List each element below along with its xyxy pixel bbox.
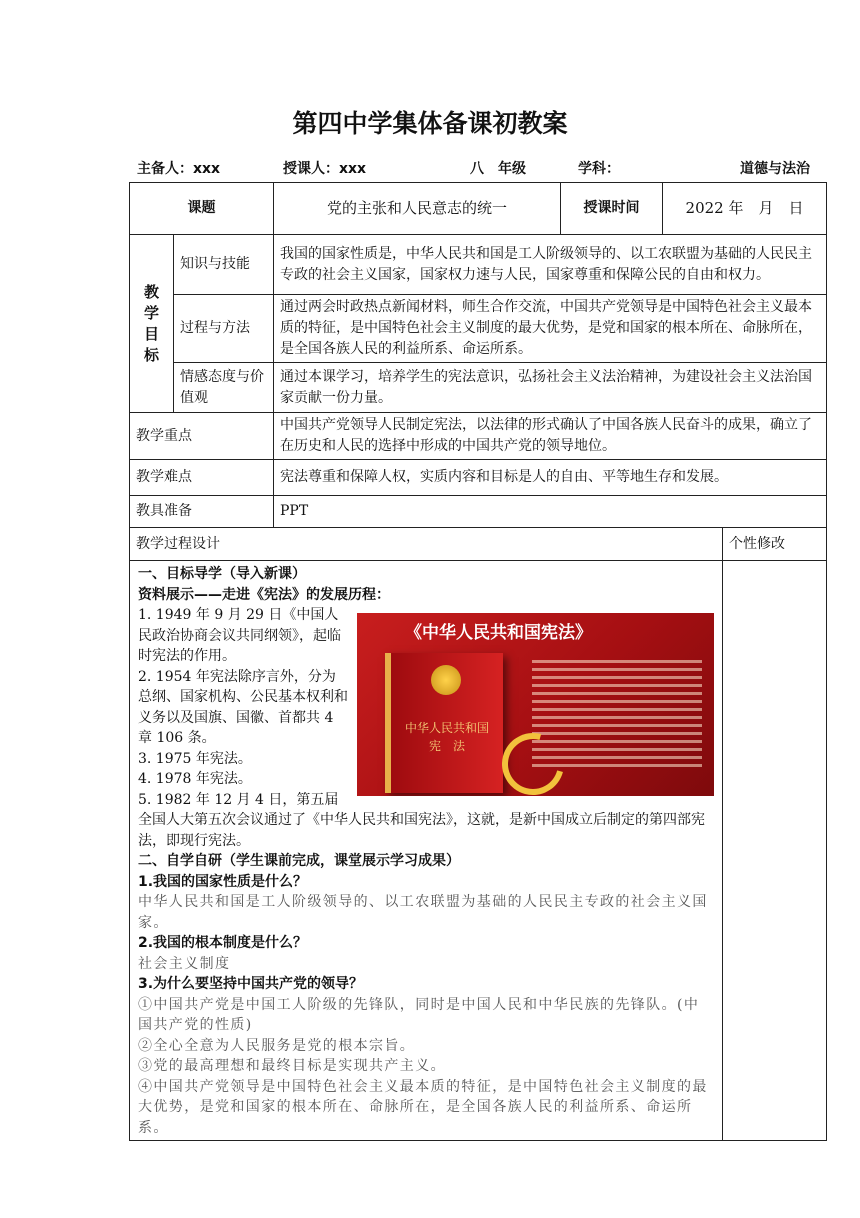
- book-title-line1: 中华人民共和国: [404, 721, 489, 735]
- lesson-time: 2022 年 月 日: [663, 183, 827, 235]
- section1-heading: 一、目标导学（导入新课）: [138, 566, 306, 582]
- difficulty-text: 宪法尊重和保障人权，实质内容和目标是人的自由、平等地生存和发展。: [274, 460, 827, 496]
- national-emblem-icon: [431, 665, 461, 695]
- answer-2: 社会主义制度: [138, 955, 231, 972]
- process-label: 过程与方法: [174, 295, 274, 363]
- goals-label-char: 标: [143, 345, 159, 364]
- answer-1: 中华人民共和国是工人阶级领导的、以工农联盟为基础的人民民主专政的社会主义国家。: [138, 894, 708, 931]
- emotion-text: 通过本课学习，培养学生的宪法意识，弘扬社会主义法治精神，为建设社会主义法治国家贡献一份力量。: [274, 363, 827, 413]
- process-text: 通过两会时政热点新闻材料，师生合作交流，中国共产党领导是中国特色社会主义最本质的特征，是中国特色社会主义制度的最大优势，是党和国家的根本所在、命脉所在，是全国各族人民的利益所系、命运所系。: [274, 295, 827, 363]
- knowledge-text: 我国的国家性质是，中华人民共和国是工人阶级领导的、以工农联盟为基础的人民民主专政的社会主义国家，国家权力速与人民，国家尊重和保障公民的自由和权力。: [274, 235, 827, 295]
- constitution-book-icon: [385, 653, 503, 793]
- lesson-plan-table: [129, 182, 827, 1141]
- answer-3-item: ①中国共产党是中国工人阶级的先锋队，同时是中国人民和中华民族的先锋队。(中国共产党的性质): [138, 996, 700, 1033]
- process-design-label: 教学过程设计: [130, 528, 723, 561]
- history-item: 2. 1954 年宪法除序言外，分为总纲、国家机构、公民基本权利和义务以及国旗、国徽、首都共 4 章 106 条。: [138, 668, 348, 746]
- history-item: 5. 1982 年 12 月 4 日，第五届全国人大第五次会议通过了《中华人民共和国宪法》，这就，是新中国成立后制定的第四部宪法，即现行宪法。: [138, 791, 705, 849]
- subject-label: 学科：: [578, 161, 620, 177]
- answer-3-item: ③党的最高理想和最终目标是实现共产主义。: [138, 1058, 446, 1074]
- goals-label-char: 教: [143, 282, 159, 301]
- question-2: 2.我国的根本制度是什么？: [138, 935, 308, 951]
- topic: 党的主张和人民意志的统一: [274, 183, 561, 235]
- knowledge-label: 知识与技能: [174, 235, 274, 295]
- topic-label: 课题: [130, 183, 274, 235]
- key-point-label: 教学重点: [130, 413, 274, 460]
- difficulty-label: 教学难点: [130, 460, 274, 496]
- time-label: 授课时间: [561, 183, 663, 235]
- modify-column[interactable]: [723, 561, 827, 1141]
- process-design-content: [130, 561, 723, 1141]
- page-title: 第四中学集体备课初教案: [292, 109, 568, 138]
- goals-label-char: 目: [143, 324, 159, 343]
- grade: 八 年级: [470, 161, 526, 177]
- goals-label: [130, 235, 174, 413]
- subject: 道德与法治: [740, 161, 810, 177]
- question-1: 1.我国的国家性质是什么？: [138, 873, 308, 890]
- goals-label-char: 学: [143, 303, 159, 322]
- answer-3-item: ④中国共产党领导是中国特色社会主义最本质的特征，是中国特色社会主义制度的最大优势，是党和国家的根本所在、命脉所在，是全国各族人民的利益所系、命运所系。: [138, 1078, 708, 1136]
- constitution-image: [357, 613, 714, 796]
- section2-heading: 二、自学自研（学生课前完成，课堂展示学习成果）: [138, 853, 460, 869]
- teacher: 授课人：xxx: [283, 161, 367, 177]
- history-item: 1. 1949 年 9 月 29 日《中国人民政治协商会议共同纲领》，起临时宪法的作用。: [138, 607, 341, 664]
- history-item: 4. 1978 年宪法。: [138, 771, 252, 787]
- tools-label: 教具准备: [130, 496, 274, 528]
- main-preparer: 主备人：xxx: [137, 161, 221, 177]
- history-item: 3. 1975 年宪法。: [138, 750, 252, 767]
- section1-subheading: 资料展示——走进《宪法》的发展历程：: [138, 586, 390, 603]
- tools-text: PPT: [274, 496, 827, 528]
- question-3: 3.为什么要坚持中国共产党的领导？: [138, 976, 364, 992]
- emotion-label: 情感态度与价值观: [174, 363, 274, 413]
- modify-label: 个性修改: [723, 528, 827, 561]
- key-point-text: 中国共产党领导人民制定宪法，以法律的形式确认了中国各族人民奋斗的成果，确立了在历史和人民的选择中形成的中国共产党的领导地位。: [274, 413, 827, 460]
- book-title-line2: 宪 法: [428, 739, 465, 753]
- image-title: 《中华人民共和国宪法》: [405, 623, 592, 643]
- answer-3-item: ②全心全意为人民服务是党的根本宗旨。: [138, 1037, 416, 1054]
